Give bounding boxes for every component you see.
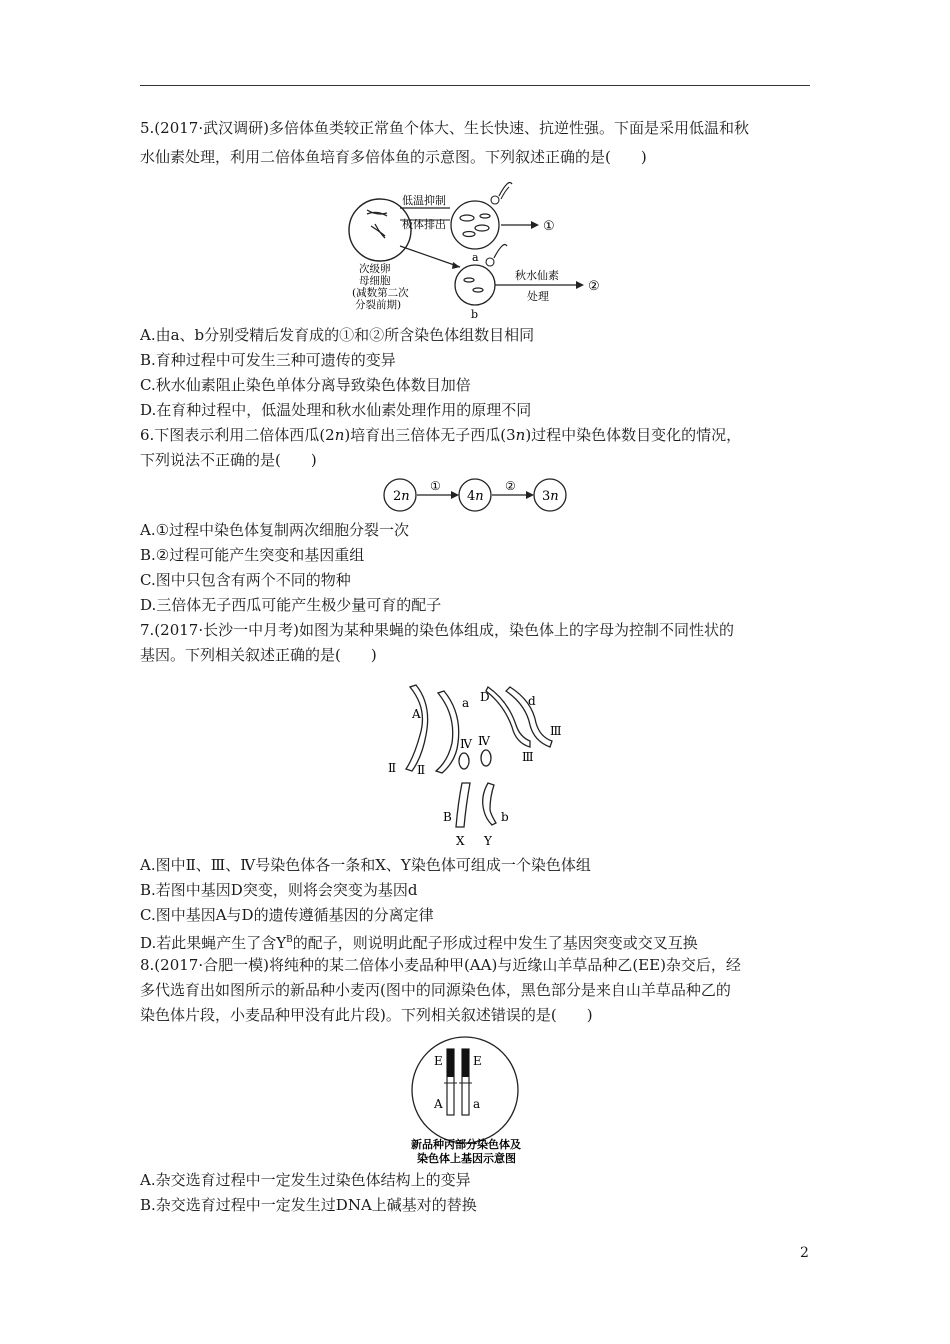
label-Y: Y (484, 834, 492, 848)
colchicine-label: 秋水仙素 (515, 269, 559, 282)
gene-b: b (501, 810, 509, 824)
arrow-1-label: ① (430, 479, 441, 493)
label-III-2: Ⅲ (522, 750, 534, 764)
caption-line2: 染色体上基因示意图 (417, 1152, 516, 1165)
label-IV-1: Ⅳ (460, 737, 472, 751)
q5-option-c: C.秋水仙素阻止染色单体分离导致染色体数目加倍 (140, 376, 471, 394)
oocyte-label-3: (减数第二次 (352, 287, 409, 299)
low-temp-label: 低温抑制 (402, 194, 446, 207)
header-rule (140, 85, 810, 86)
gene-B: B (443, 810, 452, 824)
q5-stem-line2: 水仙素处理，利用二倍体鱼培育多倍体鱼的示意图。下列叙述正确的是( ) (140, 148, 647, 166)
page-number: 2 (800, 1245, 809, 1261)
label-II-2: Ⅱ (417, 763, 426, 777)
label-II-1: Ⅱ (388, 761, 397, 775)
polar-body-label: 极体排出 (402, 218, 446, 231)
label-4n: 4n (467, 489, 484, 504)
q6-option-a: A.①过程中染色体复制两次细胞分裂一次 (140, 521, 410, 539)
gene-a: a (473, 1097, 481, 1111)
q8-figure (395, 1035, 555, 1174)
q5-option-b: B.育种过程中可发生三种可遗传的变异 (140, 351, 396, 369)
q6-option-c: C.图中只包含有两个不同的物种 (140, 571, 351, 589)
cell-b-label: b (471, 308, 479, 320)
arrow-2-label: ② (505, 479, 516, 493)
label-III-1: Ⅲ (550, 724, 562, 738)
treatment-label: 处理 (527, 290, 549, 303)
oocyte-chromosomes (367, 210, 387, 238)
cell-a-label: a (472, 251, 479, 264)
label-IV-2: Ⅳ (478, 734, 490, 748)
q6-stem-line1: 6.下图表示利用二倍体西瓜(2n)培育出三倍体无子西瓜(3n)过程中染色体数目变化的情况， (140, 426, 742, 444)
oocyte-label-1: 次级卵 (359, 263, 391, 275)
outcome-2: ② (588, 279, 600, 294)
outcome-1: ① (543, 219, 555, 234)
label-3n: 3n (542, 489, 559, 504)
q7-option-a: A.图中Ⅱ、Ⅲ、Ⅳ号染色体各一条和X、Y染色体可组成一个染色体组 (140, 856, 591, 874)
q6-option-d: D.三倍体无子西瓜可能产生极少量可育的配子 (140, 596, 442, 614)
cell-b (455, 265, 495, 305)
q6-figure (380, 475, 580, 519)
gene-A: A (434, 1097, 443, 1111)
q7-stem-line2: 基因。下列相关叙述正确的是( ) (140, 646, 377, 664)
gene-A: A (412, 707, 421, 721)
gene-E-left: E (434, 1054, 443, 1068)
gene-a: a (462, 696, 470, 710)
gene-d: d (528, 694, 536, 708)
label-X: X (456, 834, 465, 848)
label-2n: 2n (393, 489, 410, 504)
q5-option-a: A.由a、b分别受精后发育成的①和②所含染色体组数目相同 (140, 326, 535, 344)
q8-stem-line1: 8.(2017·合肥一模)将纯种的某二倍体小麦品种甲(AA)与近缘山羊草品种乙(EE)杂交后，经 (140, 956, 741, 974)
q7-option-c: C.图中基因A与D的遗传遵循基因的分离定律 (140, 906, 434, 924)
q8-stem-line3: 染色体片段，小麦品种甲没有此片段)。下列相关叙述错误的是( ) (140, 1006, 593, 1024)
q6-stem-line2: 下列说法不正确的是( ) (140, 451, 317, 469)
q7-option-d: D.若此果蝇产生了含$Y^B$的配子，则说明此配子形成过程中发生了基因突变或交叉互换 (140, 934, 698, 952)
q8-option-a: A.杂交选育过程中一定发生过染色体结构上的变异 (140, 1171, 471, 1189)
q7-option-b: B.若图中基因D突变，则将会突变为基因d (140, 881, 418, 899)
q8-stem-line2: 多代选育出如图所示的新品种小麦丙(图中的同源染色体，黑色部分是来自山羊草品种乙的 (140, 981, 731, 999)
q6-option-b: B.②过程可能产生突变和基因重组 (140, 546, 365, 564)
q7-stem-line1: 7.(2017·长沙一中月考)如图为某种果蝇的染色体组成，染色体上的字母为控制不同性状的 (140, 621, 734, 639)
q7-figure (380, 675, 580, 854)
cell-a (451, 201, 499, 249)
gene-D: D (480, 690, 490, 704)
oocyte-label-4: 分裂前期) (355, 299, 402, 311)
oocyte-label-2: 母细胞 (359, 275, 391, 287)
caption-line1: 新品种丙部分染色体及 (411, 1138, 521, 1151)
gene-E-right: E (473, 1054, 482, 1068)
q8-option-b: B.杂交选育过程中一定发生过DNA上碱基对的替换 (140, 1196, 477, 1214)
q5-figure (345, 180, 625, 324)
q5-option-d: D.在育种过程中，低温处理和秋水仙素处理作用的原理不同 (140, 401, 532, 419)
q5-stem-line1: 5.(2017·武汉调研)多倍体鱼类较正常鱼个体大、生长快速、抗逆性强。下面是采用低温和秋 (140, 119, 749, 137)
